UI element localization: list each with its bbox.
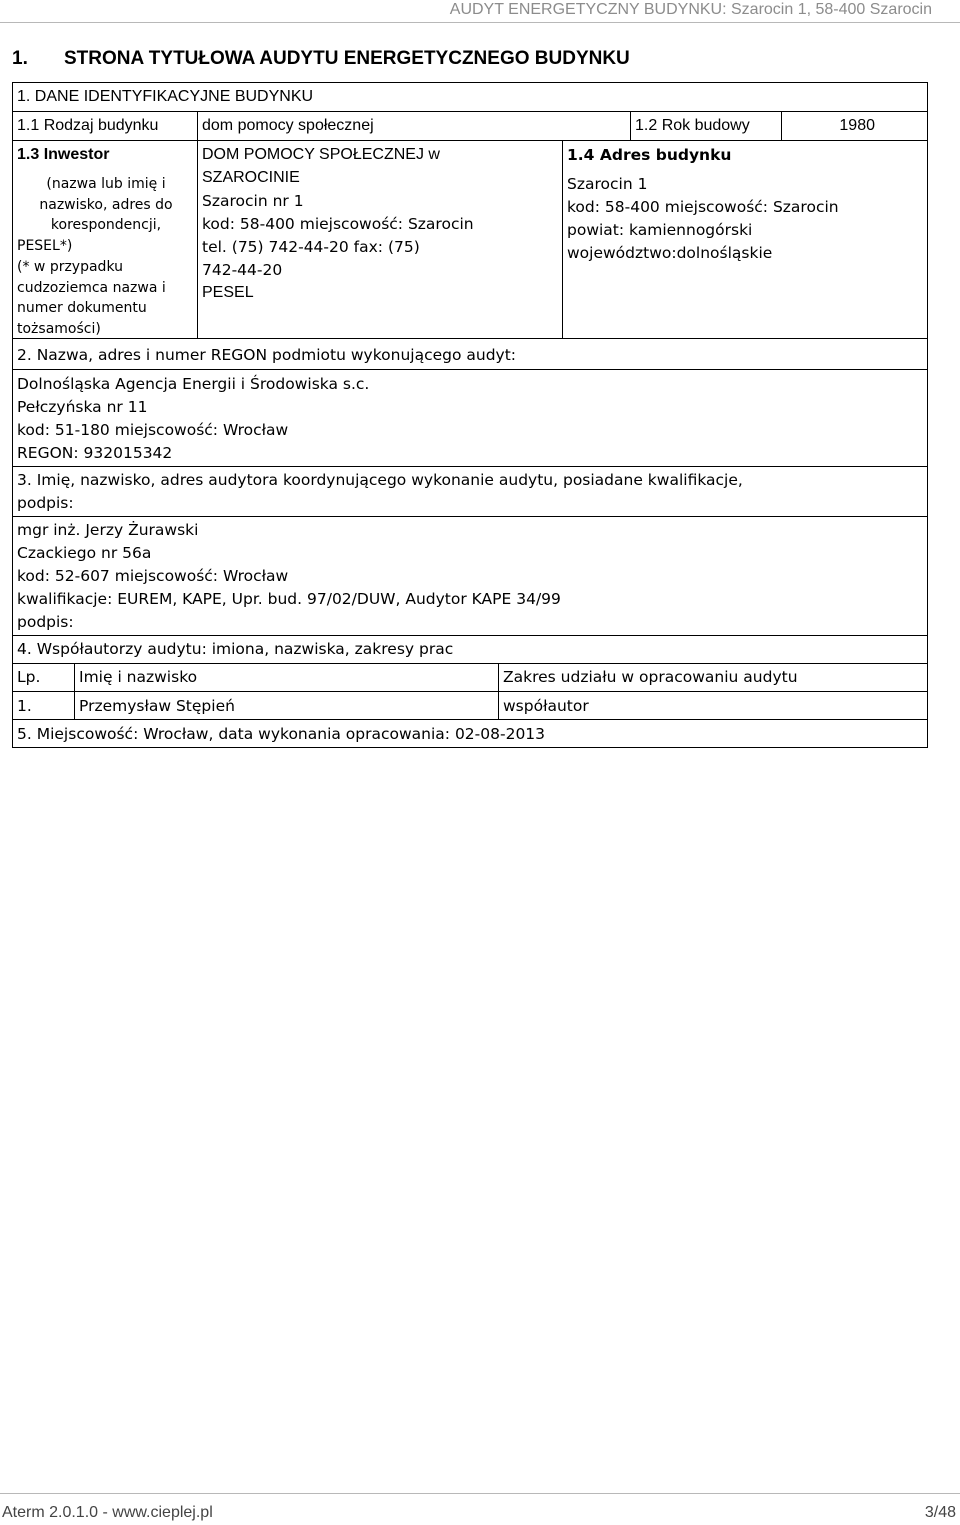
building-type-label: 1.1 Rodzaj budynku: [17, 117, 159, 134]
coordinator-heading-line-2: podpis:: [17, 494, 74, 512]
coauthors-heading-row: [12, 635, 928, 664]
investor-label-cell: [12, 140, 198, 339]
coordinator-qualifications: kwalifikacje: EUREM, KAPE, Upr. bud. 97/02/DUW, Audytor KAPE 34/99: [17, 590, 561, 608]
build-year-label-cell: [630, 111, 782, 141]
identification-heading-row: [12, 82, 928, 112]
investor-note: (nazwa lub imię i nazwisko, adres do korespondencji, PESEL*): [17, 176, 173, 255]
section-title: [12, 48, 630, 70]
building-address-label: 1.4 Adres budynku: [567, 146, 732, 164]
auditor-entity-street: Pełczyńska nr 11: [17, 398, 148, 416]
coordinator-heading-row: [12, 466, 928, 517]
coauthor-scope: współautor: [503, 697, 589, 715]
building-type-label-cell: [12, 111, 198, 141]
building-type-value: dom pomocy społecznej: [202, 117, 374, 134]
page-footer: [0, 1493, 960, 1525]
building-address-line-4: województwo:dolnośląskie: [567, 244, 773, 262]
footer-software: Aterm 2.0.1.0 - www.cieplej.pl: [2, 1504, 213, 1521]
investor-address-line-2: kod: 58-400 miejscowość: Szarocin: [202, 215, 474, 233]
coordinator-city: kod: 52-607 miejscowość: Wrocław: [17, 567, 289, 585]
auditor-entity-regon: REGON: 932015342: [17, 444, 173, 462]
auditor-entity-heading-row: [12, 338, 928, 370]
identification-heading: 1. DANE IDENTYFIKACYJNE BUDYNKU: [17, 88, 314, 105]
table-row: [74, 691, 499, 720]
page-header: [0, 0, 960, 23]
build-year-label: 1.2 Rok budowy: [635, 117, 750, 134]
auditor-entity-body: [12, 369, 928, 467]
investor-name-line-1: DOM POMOCY SPOŁECZNEJ w: [202, 146, 440, 163]
auditor-entity-heading: 2. Nazwa, adres i numer REGON podmiotu wykonującego audyt:: [17, 346, 517, 364]
auditor-entity-name: Dolnośląska Agencja Energii i Środowiska s.c.: [17, 375, 370, 393]
investor-value-cell: [197, 140, 563, 339]
investor-contact-line-1: tel. (75) 742-44-20 fax: (75): [202, 238, 420, 256]
coauthors-col-scope: [498, 663, 928, 692]
coauthors-col-name: [74, 663, 499, 692]
coauthors-col-lp-label: Lp.: [17, 668, 41, 686]
building-address-line-3: powiat: kamiennogórski: [567, 221, 753, 239]
coauthors-col-scope-label: Zakres udziału w opracowaniu audytu: [503, 668, 798, 686]
investor-footnote: (* w przypadku cudzoziemca nazwa i numer dokumentu tożsamości): [17, 259, 166, 338]
investor-label: 1.3 Inwestor: [17, 146, 110, 163]
table-row: [12, 691, 75, 720]
investor-name-line-2: SZAROCINIE: [202, 169, 300, 186]
build-year-value: 1980: [839, 117, 875, 134]
coauthors-col-lp: [12, 663, 75, 692]
place-date: 5. Miejscowość: Wrocław, data wykonania opracowania: 02-08-2013: [17, 725, 546, 743]
building-address-line-1: Szarocin 1: [567, 175, 648, 193]
coordinator-body: [12, 516, 928, 636]
coordinator-signature-label: podpis:: [17, 613, 74, 631]
coauthors-col-name-label: Imię i nazwisko: [79, 668, 198, 686]
auditor-entity-city: kod: 51-180 miejscowość: Wrocław: [17, 421, 289, 439]
building-address-cell: [562, 140, 928, 339]
coauthor-lp: 1.: [17, 697, 32, 715]
place-date-row: [12, 719, 928, 748]
building-type-value-cell: [197, 111, 631, 141]
page-number: 3/48: [924, 1504, 956, 1521]
coordinator-heading-line-1: 3. Imię, nazwisko, adres audytora koordynującego wykonanie audytu, posiadane kwalifikacje,: [17, 471, 743, 489]
investor-pesel: PESEL: [202, 284, 254, 301]
section-title-text: STRONA TYTUŁOWA AUDYTU ENERGETYCZNEGO BUDYNKU: [64, 48, 630, 69]
coordinator-name: mgr inż. Jerzy Żurawski: [17, 521, 199, 539]
coordinator-street: Czackiego nr 56a: [17, 544, 152, 562]
investor-contact-line-2: 742-44-20: [202, 261, 283, 279]
coauthor-name: Przemysław Stępień: [79, 697, 235, 715]
table-row: [498, 691, 928, 720]
building-address-line-2: kod: 58-400 miejscowość: Szarocin: [567, 198, 839, 216]
section-number: 1.: [12, 48, 28, 69]
coauthors-heading: 4. Współautorzy audytu: imiona, nazwiska, zakresy prac: [17, 640, 454, 658]
header-title: AUDYT ENERGETYCZNY BUDYNKU: Szarocin 1, 58-400 Szarocin: [449, 1, 932, 18]
build-year-value-cell: [781, 111, 928, 141]
investor-address-line-1: Szarocin nr 1: [202, 192, 304, 210]
